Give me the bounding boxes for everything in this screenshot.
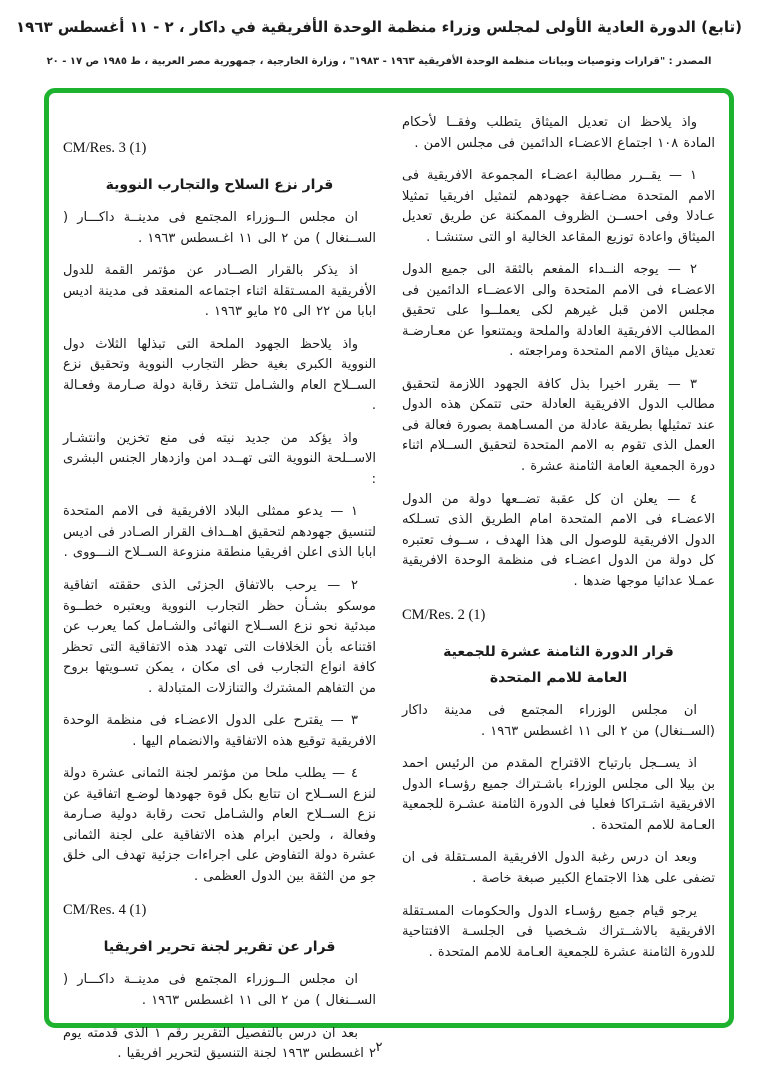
paragraph: ٣ — يقترح على الدول الاعضـاء فى منظمة الوحدة الافريقية توقيع هذه الاتفاقية والانضمام اليها . — [63, 713, 376, 749]
paragraph: ان مجلس الــوزراء المجتمع فى مدينــة داكـــار ( الســنغال ) من ٢ الى ١١ اغسطس ١٩٦٣ . — [63, 972, 376, 1008]
paragraph: يرجو قيام جميع رؤسـاء الدول والحكومات المسـتقلة الافريقية بالاشــتراك شـخصيا فى الجلسـة الافتتاحية للدورة الثامنة عشرة للجمعية العـامة للامم المتحدة . — [402, 903, 715, 960]
column-right — [402, 107, 715, 1015]
resolution-title: قرار الدورة الثامنة عشرة للجمعية — [443, 644, 674, 661]
page-number: ٢ — [375, 1040, 383, 1055]
paragraph: وبعد ان درس رغبة الدول الافريقية المسـتقلة فى ان تضفى على هذا الاجتماع الكبير صبغة خاصة . — [402, 850, 715, 886]
paragraph: واذ يلاحظ ان تعديل الميثاق يتطلب وفقــا لأحكام المادة ١٠٨ اجتماع الاعضـاء الدائمين فى مجلس الامن . — [402, 115, 715, 151]
source-citation: المصدر : "قرارات وتوصيات وبيانات منظمة الوحدة الأفريقية ١٩٦٣ - ١٩٨٣" ، وزارة الخارجية ، جمهورية مصر العربية ، ط ١٩٨٥ ص ١٧ - ٢٠ — [46, 56, 712, 67]
document-green-frame — [44, 88, 734, 1062]
paragraph: ١ — يقــرر مطالبة اعضـاء المجموعة الافريقية فى الامم المتحدة مضـاعفة جهودهم لتمثيل افريقيا تمثيلا عـادلا وفى احســن الظروف الممكنة عن طريق تعديل الميثاق واعادة توزيع المقاعد الخالية او التى ستنشـا . — [402, 168, 715, 245]
resolution-title: العامة للامم المتحدة — [489, 670, 628, 687]
paragraph: ٢ — يرحب بالاتفاق الجزئى الذى حققته اتفاقية موسكو بشـأن حظر التجارب النووية ويعتبره خطــوة مبدئية نحو نزع الســلاح النهائى والشـامل كما يعرب عن اقتناعه بأن الخلافات التى تهدد هذه الاتفاقية التى تحظر كافة انواع التجارب فى اى مكان ، يمكن تسـويتها بروح من التفاهم المشترك والتنازلات المتبادلة . — [63, 577, 376, 696]
paragraph: ان مجلس الوزراء المجتمع فى مدينة داكار (الســنغال) من ٢ الى ١١ اغسطس ١٩٦٣ . — [402, 703, 715, 739]
paragraph: اذ يذكر بالقرار الصــادر عن مؤتمر القمة للدول الأفريقية المسـتقلة اثناء اجتماعه المنعقد فى مدينة اديس ابابا من ٢٢ الى ٢٥ مايو ١٩٦٣ . — [63, 263, 376, 320]
paragraph: بعد ان درس بالتفصيل التقرير رقم ١ الذى قدمته يوم ٢ اغسطس ١٩٦٣ لجنة التنسيق لتحرير افريقيا . — [63, 1025, 376, 1062]
paragraph: ٢ — يوجه النــداء المفعم بالثقة الى جميع الدول الاعضـاء فى الامم المتحدة والى الاعضــاء الدائمين فى مجلس الامن قبل غيرهم لكى يعملــوا على تحقيق المطالب الافريقية العادلة والملحة ويمتنعوا عن معـارضـة تعديل ميثاق الامم المتحدة ومراجعته . — [402, 262, 715, 360]
resolution-title: قرار نزع السلاح والتجارب النووية — [105, 176, 334, 193]
paragraph: ١ — يدعو ممثلى البلاد الافريقية فى الامم المتحدة لتنسيق جهودهم لتحقيق اهــداف القرار الصـادر فى اديس ابابا الذى اعلن افريقيا منطقة منزوعة الســلاح النـــووى . — [63, 504, 376, 561]
paragraph: ان مجلس الــوزراء المجتمع فى مدينــة داكـــار ( الســنغال ) من ٢ الى ١١ اغـسطس ١٩٦٣ . — [63, 210, 376, 246]
page-title: (تابع) الدورة العادية الأولى لمجلس وزراء منظمة الوحدة الأفريقية في داكار ، ٢ - ١١ أغسطس ١٩٦٣ — [16, 18, 742, 36]
resolution-code: CM/Res. 4 (1) — [63, 902, 147, 919]
resolution-code: CM/Res. 3 (1) — [63, 140, 147, 156]
resolution-title: قرار عن تقرير لجنة تحرير افريقيا — [103, 939, 336, 956]
paragraph: ٤ — يطلب ملحا من مؤتمر لجنة الثمانى عشرة دولة لنزع الســلاح ان تتابع بكل قوة جهودها لوضـع اتفاقية عن نزع الســلاح العام والشـامل تحت رقابة دولية صـارمة وفعالة ، ولحين ابرام هذه الاتفاقية على لجنة الثمانى عشرة دولة التفاوض على اجراءات جزئية تهدف الى خلق جو من الثقة بين الدول العظمى . — [63, 766, 376, 884]
paragraph: واذ يؤكد من جديد نيته فى منع تخزين وانتشـار الاســلحة النووية التى تهــدد امن وازدهار الجنس البشرى : — [63, 430, 376, 487]
paragraph: ٣ — يقرر اخيرا بذل كافة الجهود اللازمة لتحقيق مطالب الدول الافريقية العادلة حتى تتمكن هذه الدول عند تمثيلها بطريقة عادلة من المسـاهمة بصورة فعالة فى العمل الذى تقوم به الامم المتحدة لتحقيق الســلام اثناء دورة الجمعية العامة الثامنة عشرة . — [402, 376, 715, 474]
paragraph: اذ يســجل بارتياح الاقتراح المقدم من الرئيس احمد بن بيلا الى مجلس الوزراء باشـتراك جميع رؤسـاء الدول الافريقية اشـتراكا فعليا فى الدورة الثامنة عشـرة للجمعية العـامة للامم المتحدة . — [402, 756, 715, 833]
resolution-code: CM/Res. 2 (1) — [402, 607, 486, 624]
paragraph: واذ يلاحظ الجهود الملحة التى تبذلها الثلاث دول النووية الكبرى بغية حظر التجارب النووية وتحقيق نزع الســلاح العام والشـامل تتخذ رقابة دولة صـارمة وفعـالة . — [63, 336, 376, 414]
column-left — [63, 107, 376, 1062]
two-column-layout — [63, 107, 715, 1062]
paragraph: ٤ — يعلن ان كل عقبة تضــعها دولة من الدول الاعضـاء فى الامم المتحدة امام الطريق الذى تسـلكه الدول الافريقية للوصول الى هذا الهدف ، ســوف تعتبره كل دولة من الدول اعضـاء فى منظمة الوحدة الافريقية عمـلا عدائيا موجها ضدها . — [402, 491, 715, 589]
